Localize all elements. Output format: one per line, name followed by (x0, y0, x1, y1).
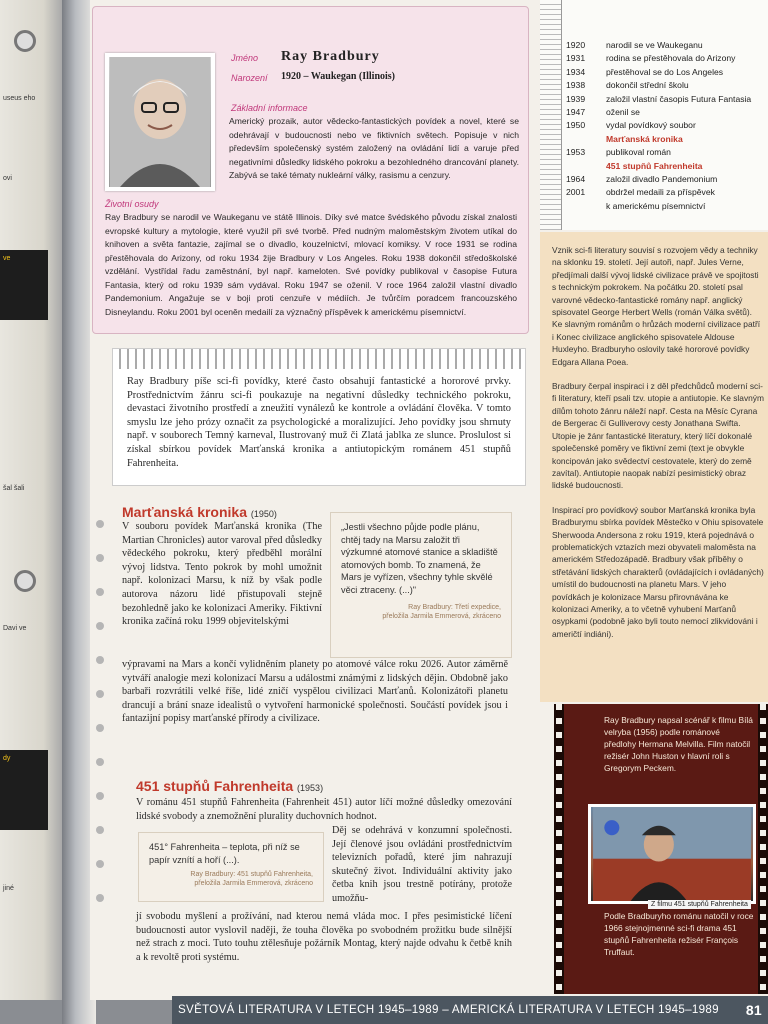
binder-ring (14, 570, 36, 592)
hole-punch (96, 792, 104, 800)
life-text: Ray Bradbury se narodil ve Waukeganu ve státě Illinois. Díky své matce švédského původu získal znalosti evropské kultury a mytologie, které využil při své tvorbě. Před nudným maloměstským životem utíkal do knihoven a světa fantazie, zajímal se o divadlo, kouzelnictví, mlovací komiksy. V roce 1931 se rodina přestěhovala do Arizony, od roku 1934 žije Bradbury v Los Angeles. Roku 1938 dokončil středoškolské vzdělání. Vystřídal řadu zaměstnání, byl např. kameloten. Své povídky publikoval v časopise Futura Fantasia, který od roku 1939 sám vydával. Roku 1947 se oženil. V roce 1964 založil vlastní divadlo Pandemonium. Angažuje se v boji proti cenzuře v médiích. Je tvůrčím poradcem francouzského Disneylandu. Roku 2001 byl oceněn medailí za význačný příspěvek k americkému písemnictví. (105, 212, 517, 317)
left-page-text: šal šali (3, 485, 25, 492)
timeline-event: založil vlastní časopis Futura Fantasia (606, 93, 752, 104)
quote-source: Ray Bradbury: 451 stupňů Fahrenheita, (190, 871, 313, 879)
left-page-text: ovi (3, 175, 12, 182)
hole-punch (96, 554, 104, 562)
timeline-year: 1964 (566, 174, 586, 184)
timeline-year: 1947 (566, 107, 586, 117)
timeline-year: 1934 (566, 66, 586, 77)
left-page-text: useus eho (3, 95, 36, 102)
section-title: Marťanská kronika (122, 504, 247, 520)
timeline-year: 2001 (566, 187, 586, 198)
author-birth: 1920 – Waukegan (Illinois) (281, 71, 396, 82)
quote-text: 451° Fahrenheita – teplota, při níž se papír vznítí a hoří (...). (149, 842, 300, 865)
left-page-text: jiné (3, 885, 14, 892)
name-label: Jméno (231, 53, 259, 63)
fahrenheit-body-text: Děj se odehrává v konzumní společnosti. Její členové jsou ovládáni prostřednictvím televizních pořadů, které jim nahrazují skutečný život. Individuální aktivity jako četba knih jsou trestně potírány, protože umožňu- (332, 825, 512, 904)
timeline-event: 451 stupňů Fahrenheita (606, 160, 703, 171)
fahrenheit-heading (136, 778, 323, 794)
quote-source: Ray Bradbury: Třetí expedice, (408, 603, 501, 611)
hole-punch (96, 520, 104, 528)
martian-chronicles-heading (122, 504, 277, 520)
page-footer (172, 996, 768, 1024)
film-text: Ray Bradbury napsal scénář k filmu Bílá velryba (1956) podle románové předlohy Hermana Melvilla. Film natočil režisér John Huston v hlavní roli s Gregorym Peckem. (604, 715, 753, 773)
hole-punches (96, 520, 106, 928)
sidebar-paragraph: Bradbury čerpal inspiraci i z děl předchůdců moderní sci-fi literatury, kteří psali tzv. utopie a antiutopie. Ke slavným dílům tohoto žánru náleží např. Cesta na Měsíc Cyrana de Bergerac či Gulliverovy cesty Jonathana Swifta. Utopie je žánr fantastické literatury, který líčí dokonalé společenské poměry ve fiktivní zemi (text je obvykle koncipován jako svědectví cestovatele, který do země zavítal). Antiutopie naopak nabízí pesimistický obraz lidské budoucnosti. (552, 381, 764, 491)
film-still-image (588, 804, 756, 904)
timeline-year: 1953 (566, 147, 586, 158)
hole-punch (96, 860, 104, 868)
sidebar-paragraph: Vznik sci-fi literatury souvisí s rozvojem vědy a techniky na sklonku 19. století. Její autoři, např. Jules Verne, předjímali další vývoj lidské civilizace právě ve spojitosti s technickým pokrokem. Na počátku 20. století psal varovné vědecko-fantastické romány např. anglický spisovatel George Herbert Wells (román Válka světů). Ke slavným románům o hrůzách moderní civilizace patří i Konec civilizace anglického spisovatele Aldouse Huxleyho. Bradburyho oslovily také hororové povídky Edgara Allana Poea. (552, 245, 761, 367)
author-name: Ray Bradbury (281, 49, 380, 64)
hole-punch (96, 758, 104, 766)
hole-punch (96, 656, 104, 664)
film-text: Podle Bradburyho románu natočil v roce 1966 stejnojmenné sci-fi drama 451 stupňů Fahrenheita režisér François Truffaut. (604, 911, 754, 957)
hole-punch (96, 690, 104, 698)
film-caption: Z filmu 451 stupňů Fahrenheita (648, 900, 751, 909)
hole-punch (96, 826, 104, 834)
summary-text: Ray Bradbury píše sci-fi povídky, které často obsahují fantastické a hororové prvky. Prostřednictvím žánru sci-fi poukazuje na negativní důsledky technického pokroku, devastaci životního prostředí a zneužití vynálezů ke kontrole a ovládání člověka. V tomto smyslu lze jeho prózy označit za psychologické a moralizující. Jeho povídky jsou shrnuty např. v souborech Temný karneval, Ilustrovaný muž či Zlatá jablka ze slunce. Proslulost si získal sbírkou povídek Marťanská kronika a antiutopickým románem 451 stupňů Fahrenheita. (127, 376, 511, 469)
timeline-year: 1938 (566, 80, 586, 91)
left-page-text: dy (0, 750, 48, 830)
quote-source: přeložila Jarmila Emmerová, zkráceno (194, 880, 313, 888)
timeline-event: publikoval román (606, 147, 671, 158)
hole-punch (96, 894, 104, 902)
basic-info-heading: Základní informace (231, 103, 308, 113)
film-strip-box (554, 704, 768, 994)
sidebar-paragraph: Inspirací pro povídkový soubor Marťanská kronika byla Bradburymu sbírka povídek Městečko v Ohiu spisovatele Sherwooda Andersona z roku 1919, která pojednává o problematických vztazích mezi obyvateli maloměsta na americkém Středozápadě. Bradbury však příběhy o střetávání lidských charakterů (ovládajících i ovládaných) umístil do budoucnosti na planetu Mars. V jeho povídkách je kolonizace Marsu přirovnávána ke kolonizaci Ameriky, a to včetně vyhubení Marťanů osypkami (podobně jako byli touto nemocí zlikvidováni i američtí indiáni). (552, 504, 764, 639)
summary-notebook-box (112, 348, 526, 486)
context-sidebar (540, 232, 768, 702)
fahrenheit-body-text: V románu 451 stupňů Fahrenheita (Fahrenheit 451) autor líčí možné důsledky omezování lidské svobody a znemožnění plurality duchovních hodnot. (136, 797, 512, 822)
timeline-event: dokončil střední školu (606, 80, 689, 91)
timeline-year: 1920 (566, 40, 586, 50)
section-year: (1950) (250, 509, 277, 519)
martian-quote-box (330, 512, 512, 658)
ruler-decoration (540, 0, 562, 230)
timeline-event: k americkému písemnictví (606, 200, 706, 211)
timeline-year: 1950 (566, 120, 586, 131)
timeline-event: narodil se ve Waukeganu (606, 40, 703, 50)
left-page-edge (0, 0, 62, 1000)
left-page-text: ve (0, 250, 48, 320)
fahrenheit-body-text: jí svobodu myšlení a prožívání, nad kterou nemá vláda moc. I přes pesimistické líčení budoucnosti autor vyslovil naději, že touha člověka po svobodném prožitku bude silnější než strach z moci. Tuto touhu ztělesňuje požárník Montag, který najde odvahu k četbě knih a k revoltě proti systému. (136, 911, 512, 963)
timeline-event: rodina se přestěhovala do Arizony (606, 53, 736, 64)
hole-punch (96, 622, 104, 630)
spiral-binding-decoration (113, 349, 525, 369)
timeline-event: oženil se (606, 107, 640, 117)
footer-title: SVĚTOVÁ LITERATURA V LETECH 1945–1989 – AMERICKÁ LITERATURA V LETECH 1945–1989 (178, 1003, 719, 1016)
hole-punch (96, 588, 104, 596)
timeline-event: vydal povídkový soubor (606, 120, 696, 131)
quote-text: „Jestli všechno půjde podle plánu, chtěj tady na Marsu založit tři výzkumné atomové stanice a skladiště atomových bomb. To znamená, že Mars je vyřízen, všechny tyhle skvělé věci ztraceny. (...)" (341, 522, 498, 595)
born-label: Narození (231, 73, 268, 83)
timeline-event: založil divadlo Pandemonium (606, 174, 718, 184)
hole-punch (96, 724, 104, 732)
life-heading: Životní osudy (105, 199, 159, 209)
fahrenheit-quote-box (138, 832, 324, 902)
portrait-icon (109, 57, 211, 187)
firefighter-icon (591, 807, 753, 901)
basic-info-text: Americký prozaik, autor vědecko-fantastických povídek a novel, které se odehrávají v budoucnosti nebo ve fiktivních světech. Popisuje v nich především společenský systém založený na ovládání lidí a varuje před negativními důsledky lidského pokroku a bezohledného drancování planety. Zabývá se také tématy nukleární války, rasismu a cenzury. (229, 116, 519, 180)
timeline-year: 1931 (566, 53, 586, 64)
timeline-event: obdržel medaili za příspěvek (606, 187, 715, 198)
section-title: 451 stupňů Fahrenheita (136, 778, 294, 794)
martian-body-text: V souboru povídek Marťanská kronika (The Martian Chronicles) autor varoval před důsledky vědeckého pokroku, který předběhl morální vývoj lidstva. Tento pokrok by mohl umožnit např. kolonizaci Marsu, k níž by však podle autorova názoru lidé přistupovali stejně bezohledně jako ke kolonizaci Ameriky. Fiktivní kronika začíná roku 1999 objevitelskými (122, 521, 322, 628)
left-page-text: Davi ve (3, 625, 27, 632)
author-profile-card (92, 6, 529, 334)
timeline-year: 1939 (566, 93, 586, 104)
binder-ring (14, 30, 36, 52)
section-year: (1953) (297, 783, 324, 793)
author-photo (105, 53, 215, 191)
martian-body-text: výpravami na Mars a končí vylidněním planety po atomové válce roku 2026. Autor záměrně vytváří analogie mezi kolonizací Marsu a událostmi známými z lidských dějin. Obdobně jako barbaři rozvrátili velké říše, lidé zničí vyspělou civilizaci Marťanů. Kolonizátoři planetu drancují a brání snaze idealistů o vytvoření harmonické společnosti. Součástí povídek jsou i fantazijní popisy marťanské přírody a civilizace. (122, 659, 508, 725)
page-number: 81 (745, 1002, 762, 1018)
quote-source: přeložila Jarmila Emmerová, zkráceno (382, 612, 501, 620)
timeline-event: přestěhoval se do Los Angeles (606, 66, 724, 77)
timeline-event: Marťanská kronika (606, 133, 683, 144)
